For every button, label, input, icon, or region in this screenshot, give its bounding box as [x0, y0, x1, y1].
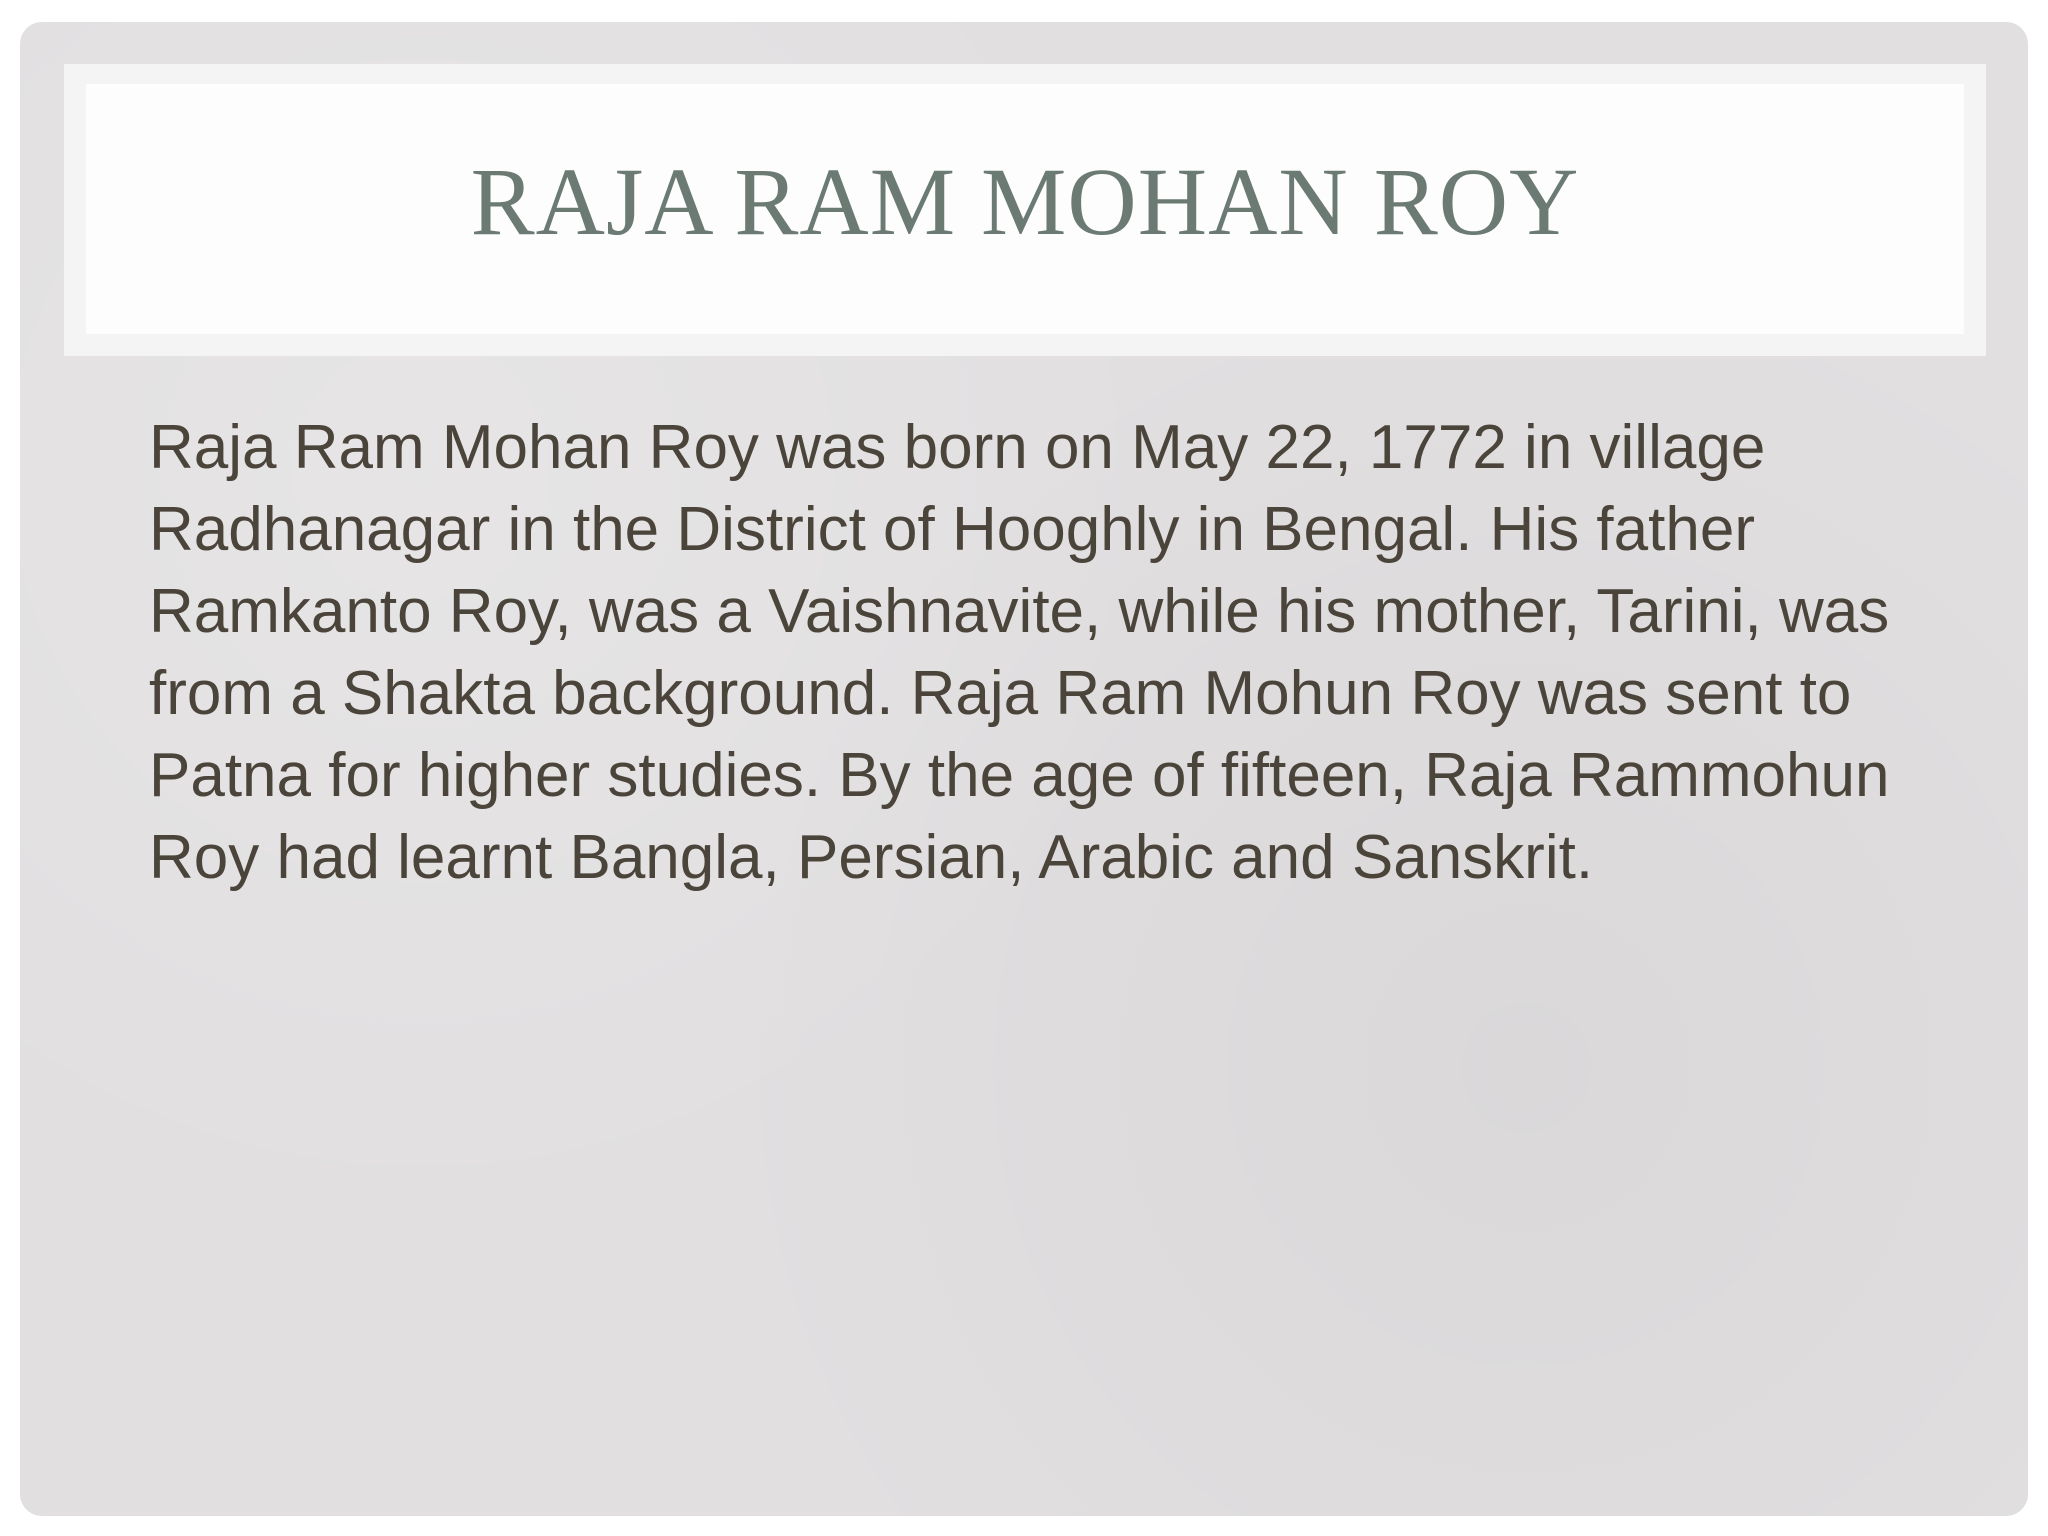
- slide: [20, 22, 2028, 1516]
- body-paragraph: Raja Ram Mohan Roy was born on May 22, 1772 in village Radhanagar in the District of Hooghly in Bengal. His father Ramkanto Roy, was a Vaishnavite, while his mother, Tarini, was from a Shakta background. Raja Ram Mohun Roy was sent to Patna for higher studies. By the age of fifteen, Raja Rammohun Roy had learnt Bangla, Persian, Arabic and Sanskrit.: [149, 413, 1890, 892]
- title-box: [86, 84, 1964, 334]
- title-frame: [64, 64, 1986, 356]
- slide-title: RAJA RAM MOHAN ROY: [470, 147, 1580, 255]
